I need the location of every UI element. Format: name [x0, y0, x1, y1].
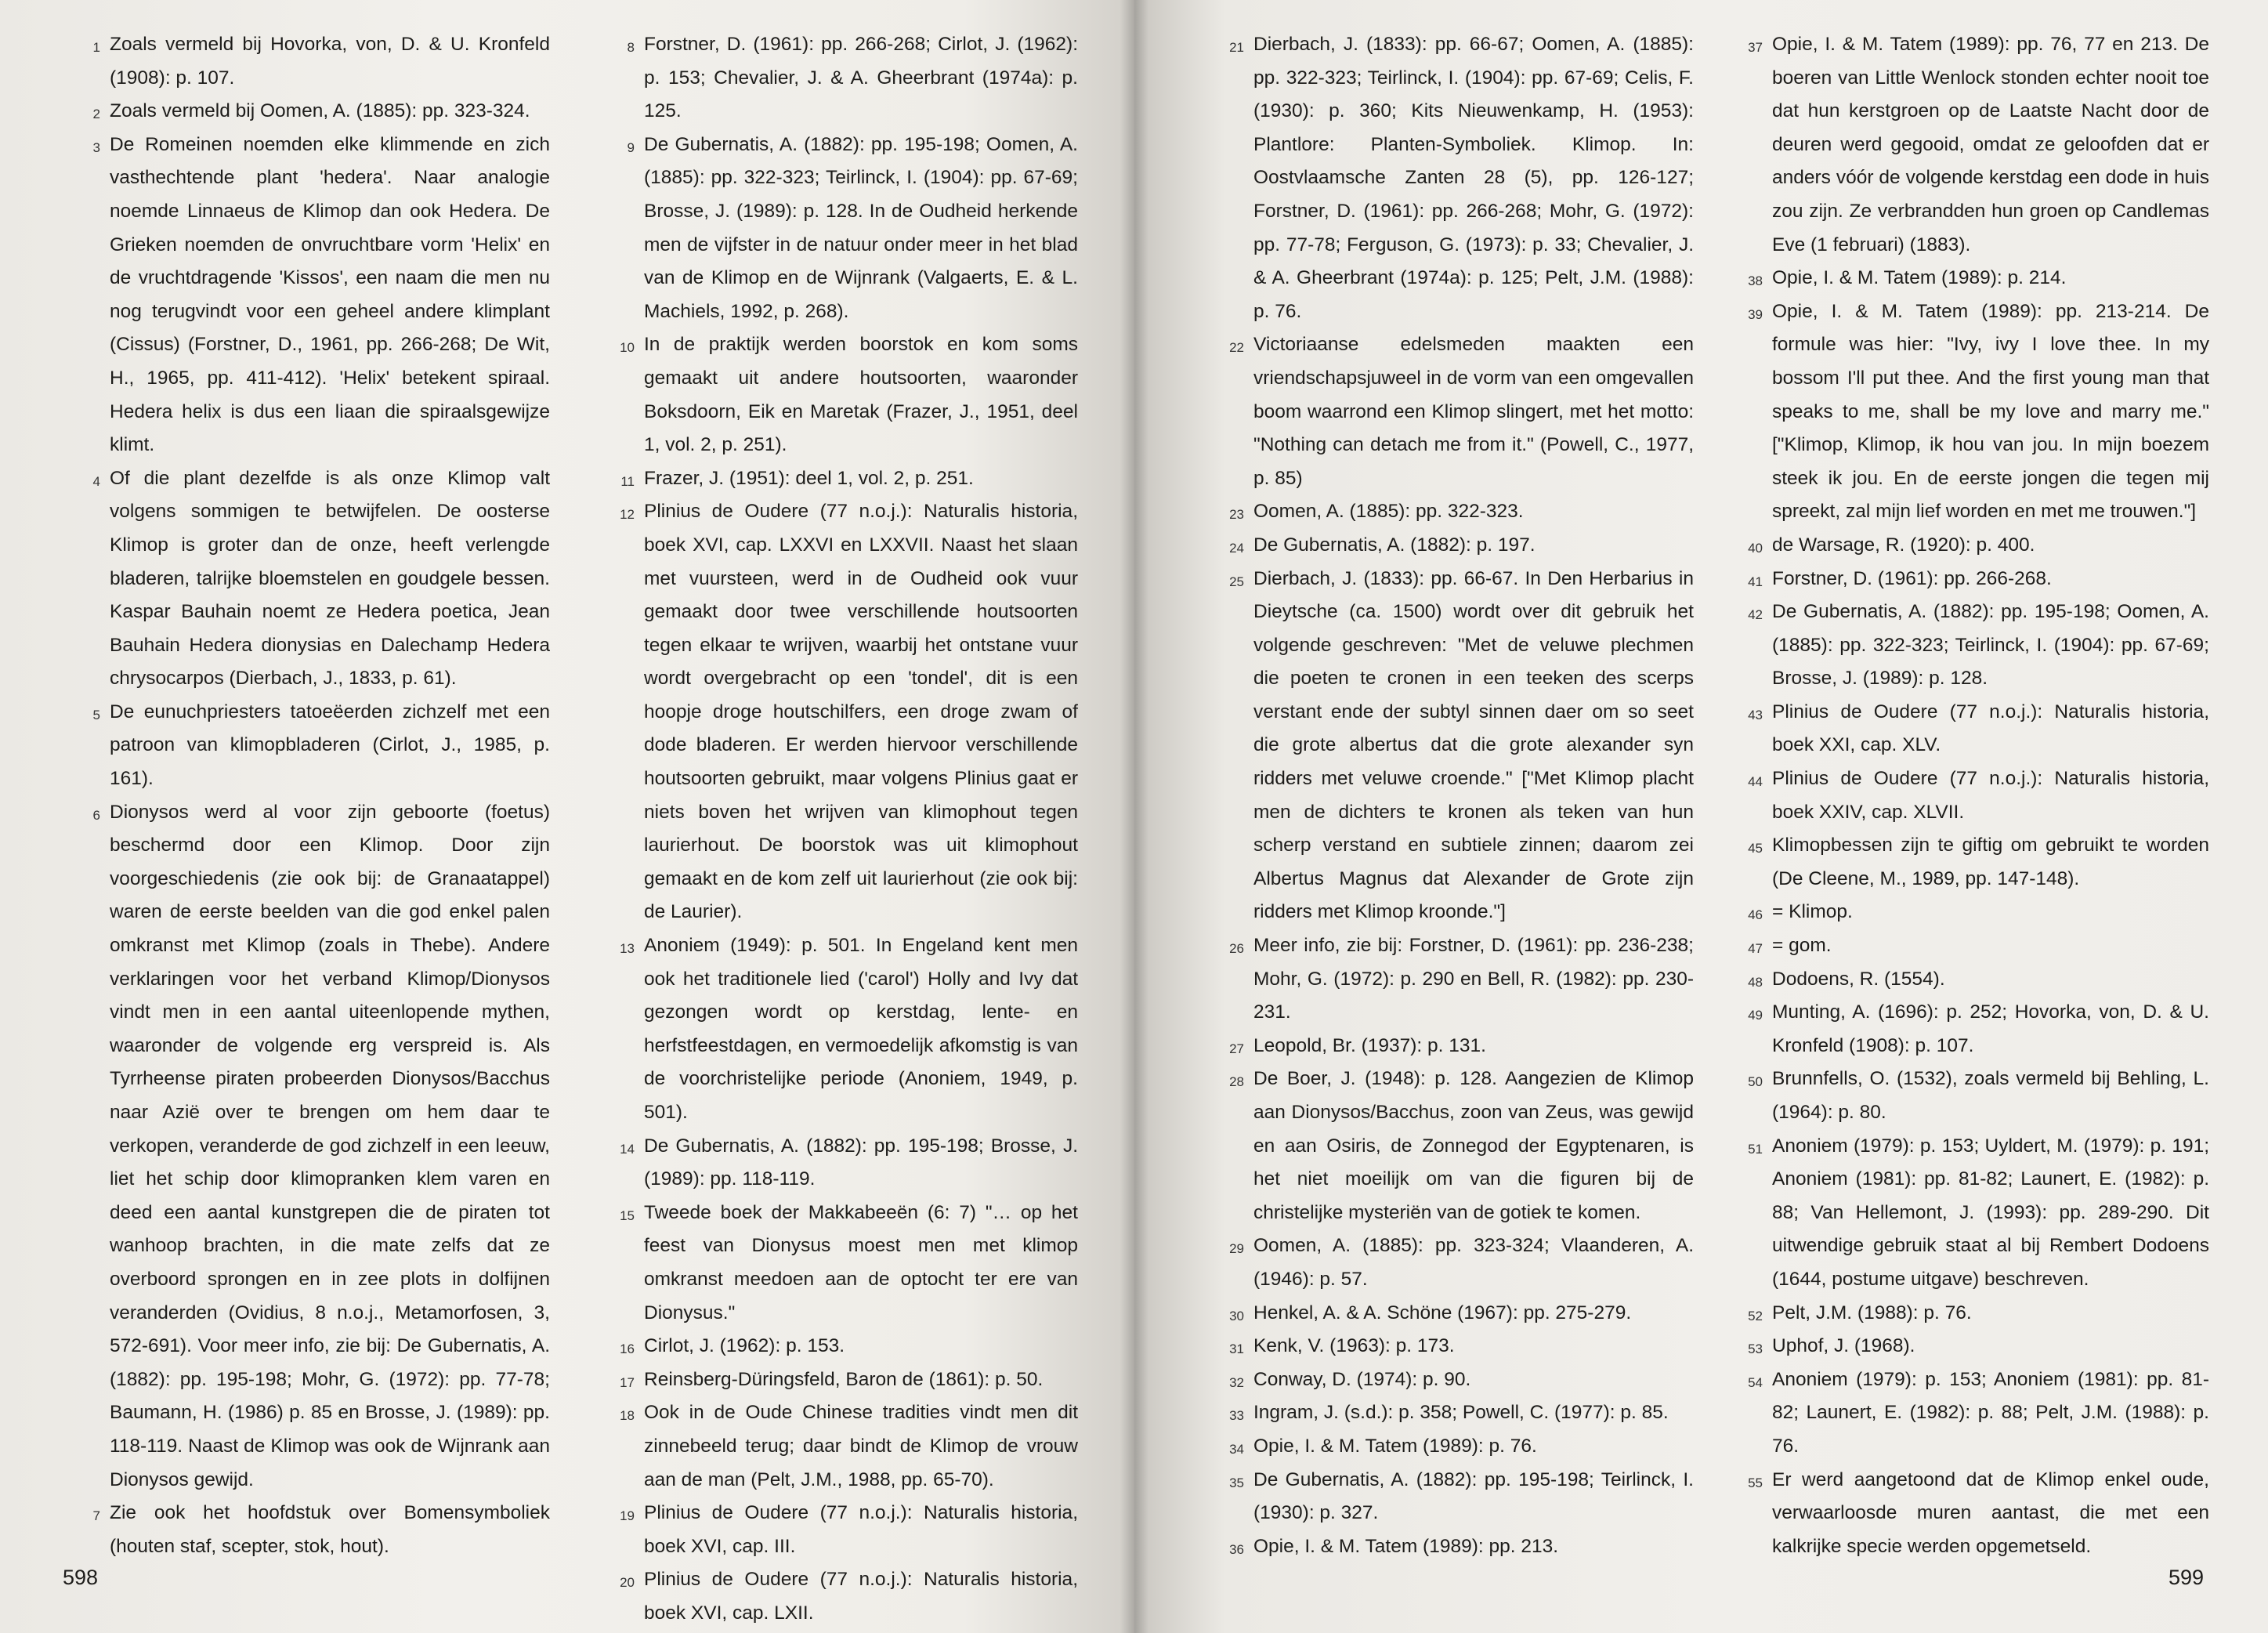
footnote-text: Oomen, A. (1885): pp. 323-324; Vlaanderen, A. (1946): p. 57.	[1253, 1235, 1694, 1290]
footnote-text: Kenk, V. (1963): p. 173.	[1253, 1335, 1455, 1357]
footnote	[69, 1497, 550, 1563]
footnote	[1731, 295, 2209, 529]
footnote	[69, 696, 550, 796]
footnote-number: 38	[1748, 273, 1763, 289]
footnote-number: 1	[92, 40, 100, 55]
footnote-text: Klimopbessen zijn te giftig om gebruikt te worden (De Cleene, M., 1989, pp. 147-148).	[1772, 835, 2209, 889]
footnote-text: de Warsage, R. (1920): p. 400.	[1772, 534, 2035, 556]
footnote-text: Plinius de Oudere (77 n.o.j.): Naturalis historia, boek XVI, cap. LXII.	[644, 1569, 1078, 1624]
footnote-number: 35	[1229, 1475, 1244, 1490]
footnote-number: 46	[1748, 907, 1763, 923]
footnote	[1213, 1530, 1694, 1564]
footnote-number: 37	[1748, 40, 1763, 55]
footnote	[1213, 1229, 1694, 1296]
footnote-text: Opie, I. & M. Tatem (1989): pp. 76, 77 en 213. De boeren van Little Wenlock stonden echter nooit toe dat hun kerstgroen op de Laatste Nacht door de deuren werd gegooid, omdat ze geloofden dat er anders vóór de volgende kerstdag een dode in huis zou zijn. Ze verbrandden hun groen op Candlemas Eve (1 februari) (1883).	[1772, 34, 2209, 255]
footnote-text: Of die plant dezelfde is als onze Klimop valt volgens sommigen te betwijfelen. De oosterse Klimop is groter dan de onze, heeft verlengde bladeren, talrijke bloemstelen en goudgele bessen. Kaspar Bauhain noemt ze Hedera poetica, Jean Bauhain Hedera dionysias en Dalechamp Hedera chrysocarpos (Dierbach, J., 1833, p. 61).	[110, 467, 550, 690]
footnote-text: Victoriaanse edelsmeden maakten een vriendschapsjuweel in de vorm van een omgevallen boom waarrond een Klimop slingert, met het motto: "Nothing can detach me from it." (Powell, C., 1977, p. 85)	[1253, 334, 1694, 489]
footnote-text: Anoniem (1979): p. 153; Anoniem (1981): pp. 81-82; Launert, E. (1982): p. 88; Pelt, J.M. (1988): p. 76.	[1772, 1368, 2209, 1457]
footnote-column-1	[69, 28, 550, 1563]
footnote-number: 19	[620, 1508, 635, 1524]
footnote-text: Henkel, A. & A. Schöne (1967): pp. 275-279.	[1253, 1302, 1632, 1323]
footnote-text: De Boer, J. (1948): p. 128. Aangezien de Klimop aan Dionysos/Bacchus, zoon van Zeus, was gewijd en aan Osiris, de Zonnegod der Egyptenaren, is het niet moeilijk om van die figuren bij de christelijke mysteriën van de gotiek te komen.	[1253, 1068, 1694, 1223]
footnote-number: 41	[1748, 574, 1763, 589]
footnote	[603, 1130, 1078, 1197]
footnote	[1731, 1130, 2209, 1297]
footnote	[1213, 529, 1694, 563]
footnote-text: Dierbach, J. (1833): pp. 66-67; Oomen, A. (1885): pp. 322-323; Teirlinck, I. (1904): pp. 67-69; Celis, F. (1930): p. 360; Kits Nieuwenkamp, H. (1953): Plantlore: Planten-Symboliek. Klimop. In: Oostvlaamsche Zanten 28 (5), pp. 126-127; Forstner, D. (1961): pp. 266-268; Mohr, G. (1972): pp. 77-78; Ferguson, G. (1973): p. 33; Chevalier, J. & A. Gheerbrant (1974a): p. 125; Pelt, J.M. (1988): p. 76.	[1253, 34, 1694, 322]
footnote	[603, 1197, 1078, 1330]
footnote	[603, 1563, 1078, 1630]
footnote-column-4	[1731, 28, 2209, 1563]
footnote-number: 22	[1229, 340, 1244, 356]
footnote-text: Conway, D. (1974): p. 90.	[1253, 1368, 1471, 1390]
footnote-text: = Klimop.	[1772, 901, 1853, 923]
footnote-number: 43	[1748, 707, 1763, 722]
footnote-number: 8	[627, 40, 635, 55]
footnote	[1731, 696, 2209, 762]
footnote	[1731, 829, 2209, 896]
footnote-text: Meer info, zie bij: Forstner, D. (1961): pp. 236-238; Mohr, G. (1972): p. 290 en Bell, R. (1982): pp. 230-231.	[1253, 935, 1694, 1023]
book-gutter	[1120, 0, 1148, 1633]
footnote	[69, 28, 550, 95]
footnote	[1731, 896, 2209, 929]
footnote-number: 14	[620, 1141, 635, 1157]
footnote	[603, 1396, 1078, 1497]
footnote-text: Zoals vermeld bij Hovorka, von, D. & U. Kronfeld (1908): p. 107.	[110, 34, 550, 89]
footnote-text: Zoals vermeld bij Oomen, A. (1885): pp. 323-324.	[110, 100, 530, 122]
footnote-number: 12	[620, 507, 635, 523]
footnote	[603, 129, 1078, 329]
footnote-number: 54	[1748, 1374, 1763, 1390]
footnote-text: De Gubernatis, A. (1882): p. 197.	[1253, 534, 1536, 556]
footnote-text: Plinius de Oudere (77 n.o.j.): Naturalis historia, boek XXI, cap. XLV.	[1772, 701, 2209, 756]
footnote-number: 32	[1229, 1374, 1244, 1390]
footnote	[1731, 1464, 2209, 1564]
footnote-number: 45	[1748, 841, 1763, 856]
right-page	[1134, 0, 2268, 1633]
footnote-number: 33	[1229, 1408, 1244, 1424]
footnote-text: Opie, I. & M. Tatem (1989): pp. 213.	[1253, 1535, 1559, 1557]
footnote-number: 42	[1748, 607, 1763, 623]
footnote-text: De Gubernatis, A. (1882): pp. 195-198; Oomen, A. (1885): pp. 322-323; Teirlinck, I. (1904): pp. 67-69; Brosse, J. (1989): p. 128.	[1772, 601, 2209, 690]
footnote-number: 11	[620, 473, 635, 489]
footnote-text: Er werd aangetoond dat de Klimop enkel oude, verwaarloosde muren aantast, die met een kalkrijke specie werden opgemetseld.	[1772, 1468, 2209, 1557]
page-number-right: 599	[2169, 1566, 2205, 1589]
footnote-text: Munting, A. (1696): p. 252; Hovorka, von, D. & U. Kronfeld (1908): p. 107.	[1772, 1001, 2209, 1056]
footnote-number: 4	[92, 473, 100, 489]
footnote-text: Ook in de Oude Chinese tradities vindt men dit zinnebeeld terug; daar bindt de Klimop de vrouw aan de man (Pelt, J.M., 1988, pp. 65-70).	[644, 1402, 1078, 1490]
footnote	[1731, 963, 2209, 997]
footnote	[1213, 563, 1694, 930]
footnote-text: De eunuchpriesters tatoeëerden zichzelf met een patroon van klimopbladeren (Cirlot, J., 1985, p. 161).	[110, 701, 550, 790]
footnote	[1731, 1330, 2209, 1363]
footnote-number: 17	[620, 1374, 635, 1390]
footnote-number: 50	[1748, 1074, 1763, 1090]
footnote-text: De Romeinen noemden elke klimmende en zich vasthechtende plant 'hedera'. Naar analogie noemde Linnaeus de Klimop dan ook Hedera. De Grieken noemden de onvruchtbare vorm 'Helix' en de vruchtdragende 'Kissos', een naam die men nu nog terugvindt voor een geheel andere klimplant (Cissus) (Forstner, D., 1961, pp. 266-268; De Wit, H., 1965, pp. 411-412). 'Helix' betekent spiraal. Hedera helix is dus een liaan die spiraalsgewijze klimt.	[110, 133, 550, 456]
footnote	[1731, 596, 2209, 696]
footnote	[603, 1497, 1078, 1563]
footnote-number: 34	[1229, 1441, 1244, 1457]
footnote	[1731, 563, 2209, 596]
footnote-number: 9	[627, 139, 635, 155]
footnote	[1213, 1063, 1694, 1229]
footnote	[69, 129, 550, 462]
footnote-number: 25	[1229, 574, 1244, 589]
footnote-text: Brunnfells, O. (1532), zoals vermeld bij Behling, L. (1964): p. 80.	[1772, 1068, 2209, 1123]
footnote	[69, 95, 550, 129]
footnote	[1213, 1464, 1694, 1530]
footnote-text: Uphof, J. (1968).	[1772, 1335, 1915, 1357]
footnote-text: Opie, I. & M. Tatem (1989): p. 214.	[1772, 267, 2067, 289]
footnote	[1731, 929, 2209, 963]
footnote-number: 31	[1229, 1342, 1244, 1357]
footnote	[1731, 1363, 2209, 1464]
footnote-number: 53	[1748, 1342, 1763, 1357]
footnote	[1731, 762, 2209, 829]
page-number-left: 598	[63, 1566, 99, 1589]
footnote-text: Opie, I. & M. Tatem (1989): p. 76.	[1253, 1435, 1537, 1457]
footnote-text: Ingram, J. (s.d.): p. 358; Powell, C. (1977): p. 85.	[1253, 1402, 1669, 1424]
footnote-text: De Gubernatis, A. (1882): pp. 195-198; Teirlinck, I. (1930): p. 327.	[1253, 1468, 1694, 1524]
footnote-text: Leopold, Br. (1937): p. 131.	[1253, 1034, 1486, 1056]
footnote-number: 21	[1229, 40, 1244, 55]
footnote-text: In de praktijk werden boorstok en kom soms gemaakt uit andere houtsoorten, waaronder Boksdoorn, Eik en Maretak (Frazer, J., 1951, deel 1, vol. 2, p. 251).	[644, 334, 1078, 456]
footnote	[1213, 929, 1694, 1030]
footnote	[1731, 1297, 2209, 1331]
footnote	[603, 328, 1078, 462]
footnote-text: Frazer, J. (1951): deel 1, vol. 2, p. 251.	[644, 467, 974, 489]
footnote-text: Plinius de Oudere (77 n.o.j.): Naturalis historia, boek XVI, cap. III.	[644, 1502, 1078, 1557]
footnote	[1213, 1363, 1694, 1397]
footnote-number: 30	[1229, 1308, 1244, 1323]
footnote	[69, 796, 550, 1497]
footnote	[1731, 28, 2209, 262]
footnote	[1213, 28, 1694, 328]
footnote	[1731, 996, 2209, 1063]
footnote-number: 36	[1229, 1541, 1244, 1557]
footnote-number: 52	[1748, 1308, 1763, 1323]
footnote-number: 27	[1229, 1041, 1244, 1056]
footnote-text: Opie, I. & M. Tatem (1989): pp. 213-214. De formule was hier: "Ivy, ivy I love thee. In my bossom I'll put thee. And the first young man that speaks to me, shall be my love and marry me." ["Klimop, Klimop, ik hou van jou. In mijn boezem steek ik jou. En de eerste jongen die tegen mij spreekt, zal mijn lief worden en met me trouwen."]	[1772, 300, 2209, 523]
footnote-number: 29	[1229, 1241, 1244, 1257]
footnote-number: 7	[92, 1508, 100, 1524]
footnote-text: Reinsberg-Düringsfeld, Baron de (1861): p. 50.	[644, 1368, 1044, 1390]
footnote-number: 39	[1748, 306, 1763, 322]
footnote-number: 15	[620, 1208, 635, 1223]
footnote-text: Dodoens, R. (1554).	[1772, 968, 1945, 990]
footnote	[1213, 1396, 1694, 1430]
footnote	[69, 462, 550, 696]
footnote	[1731, 529, 2209, 563]
footnote	[1213, 495, 1694, 529]
footnote-text: Cirlot, J. (1962): p. 153.	[644, 1335, 845, 1357]
footnote	[603, 495, 1078, 929]
footnote-text: De Gubernatis, A. (1882): pp. 195-198; Brosse, J. (1989): pp. 118-119.	[644, 1135, 1078, 1190]
footnote-number: 13	[620, 941, 635, 957]
footnote-number: 26	[1229, 941, 1244, 957]
footnote-number: 5	[92, 707, 100, 722]
footnote	[1731, 1063, 2209, 1129]
footnote	[603, 1363, 1078, 1397]
footnote-number: 18	[620, 1408, 635, 1424]
footnote	[603, 929, 1078, 1130]
footnote-text: Oomen, A. (1885): pp. 322-323.	[1253, 501, 1524, 523]
footnote-number: 51	[1748, 1141, 1763, 1157]
footnote-text: De Gubernatis, A. (1882): pp. 195-198; Oomen, A. (1885): pp. 322-323; Teirlinck, I. (1904): pp. 67-69; Brosse, J. (1989): p. 128. In de Oudheid herkende men de vijfster in de natuur onder meer in het blad van de Klimop en de Wijnrank (Valgaerts, E. & L. Machiels, 1992, p. 268).	[644, 133, 1078, 322]
footnote-number: 40	[1748, 540, 1763, 556]
footnote-number: 44	[1748, 774, 1763, 790]
footnote-text: Forstner, D. (1961): pp. 266-268.	[1772, 567, 2052, 589]
footnote	[1213, 1030, 1694, 1063]
footnote-text: Tweede boek der Makkabeeën (6: 7) "… op het feest van Dionysus moest men met klimop omkranst meedoen aan de optocht ter ere van Dionysus."	[644, 1201, 1078, 1323]
footnote-number: 16	[620, 1342, 635, 1357]
footnote-text: Forstner, D. (1961): pp. 266-268; Cirlot, J. (1962): p. 153; Chevalier, J. & A. Gheerbrant (1974a): p. 125.	[644, 34, 1078, 122]
footnote-text: = gom.	[1772, 935, 1832, 957]
footnote-text: Anoniem (1979): p. 153; Uyldert, M. (1979): p. 191; Anoniem (1981): pp. 81-82; Launert, E. (1982): p. 88; Van Hellemont, J. (1993): pp. 289-290. Dit uitwendige gebruik staat al bij Rembert Dodoens (1644, postume uitgave) beschreven.	[1772, 1135, 2209, 1290]
footnote-number: 49	[1748, 1008, 1763, 1023]
footnote	[1731, 262, 2209, 295]
footnote-text: Dionysos werd al voor zijn geboorte (foetus) beschermd door een Klimop. Door zijn voorgeschiedenis (zie ook bij: de Granaatappel) waren de eerste beelden van die god enkel palen omkranst met Klimop (zoals in Thebe). Andere verklaringen voor het verband Klimop/Dionysos vindt men in een aantal uiteenlopende mythen, waaronder de volgende erg verspreid is. Als Tyrrheense piraten probeerden Dionysos/Bacchus naar Azië over te brengen om hem daar te verkopen, veranderde de god zichzelf in een leeuw, liet het schip door klimopranken klem varen en deed een aantal kunstgrepen die de piraten tot wanhoop brachten, in die mate zelfs dat ze overboord sprongen en in zee plots in dolfijnen veranderden (Ovidius, 8 n.o.j., Metamorfosen, 3, 572-691). Voor meer info, zie bij: De Gubernatis, A. (1882): pp. 195-198; Mohr, G. (1972): pp. 77-78; Baumann, H. (1986) p. 85 en Brosse, J. (1989): pp. 118-119. Naast de Klimop was ook de Wijnrank aan Dionysos gewijd.	[110, 801, 550, 1490]
footnote-number: 47	[1748, 941, 1763, 957]
footnote-column-3	[1213, 28, 1694, 1563]
footnote-text: Anoniem (1949): p. 501. In Engeland kent men ook het traditionele lied ('carol') Holly and Ivy dat gezongen wordt op kerstdag, lente- en herfstfeestdagen, en vermoedelijk afkomstig is van de voorchristelijke periode (Anoniem, 1949, p. 501).	[644, 935, 1078, 1123]
footnote-number: 2	[92, 107, 100, 122]
footnote	[603, 28, 1078, 129]
footnote-text: Plinius de Oudere (77 n.o.j.): Naturalis historia, boek XVI, cap. LXXVI en LXXVII. Naast het slaan met vuursteen, werd in de Oudheid ook vuur gemaakt door twee verschillende houtsoorten tegen elkaar te wrijven, waarbij het ontstane vuur wordt overgebracht op een 'tondel', dit is een hoopje droge houtschilfers, een droge zwam of dode bladeren. Er werden hiervoor verschillende houtsoorten gebruikt, maar volgens Plinius gaat er niets boven het wrijven van klimophout tegen laurierhout. De boorstok was uit klimophout gemaakt en de kom zelf uit laurierhout (zie ook bij: de Laurier).	[644, 501, 1078, 923]
footnote	[1213, 328, 1694, 495]
footnote-number: 6	[92, 807, 100, 823]
footnote-number: 3	[92, 139, 100, 155]
footnote-text: Zie ook het hoofdstuk over Bomensymboliek (houten staf, scepter, stok, hout).	[110, 1502, 550, 1557]
footnote	[1213, 1297, 1694, 1331]
footnote	[1213, 1430, 1694, 1464]
footnote-number: 48	[1748, 974, 1763, 990]
footnote-number: 20	[620, 1575, 635, 1591]
footnote-number: 23	[1229, 507, 1244, 523]
footnote	[603, 462, 1078, 496]
footnote-number: 10	[620, 340, 635, 356]
footnote-text: Pelt, J.M. (1988): p. 76.	[1772, 1302, 1972, 1323]
footnote	[1213, 1330, 1694, 1363]
footnote-number: 55	[1748, 1475, 1763, 1490]
footnote	[603, 1330, 1078, 1363]
footnote-text: Dierbach, J. (1833): pp. 66-67. In Den Herbarius in Dieytsche (ca. 1500) wordt over dit gebruik het volgende geschreven: "Met de veluwe plechmen die poeten te cronen in een teeken des scerps verstant ende der subtyl sinnen daer om so seet die grote albertus dat die grote alexander syn ridders met veluwe croende." ["Met Klimop placht men de dichters te kronen als teken van hun scherp verstand en subtiele zinnen; daarom zei Albertus Magnus dat Alexander de Grote zijn ridders met Klimop kroonde."]	[1253, 567, 1694, 923]
footnote-text: Plinius de Oudere (77 n.o.j.): Naturalis historia, boek XXIV, cap. XLVII.	[1772, 768, 2209, 823]
footnote-number: 24	[1229, 540, 1244, 556]
footnote-column-2	[603, 28, 1078, 1631]
footnote-number: 28	[1229, 1074, 1244, 1090]
